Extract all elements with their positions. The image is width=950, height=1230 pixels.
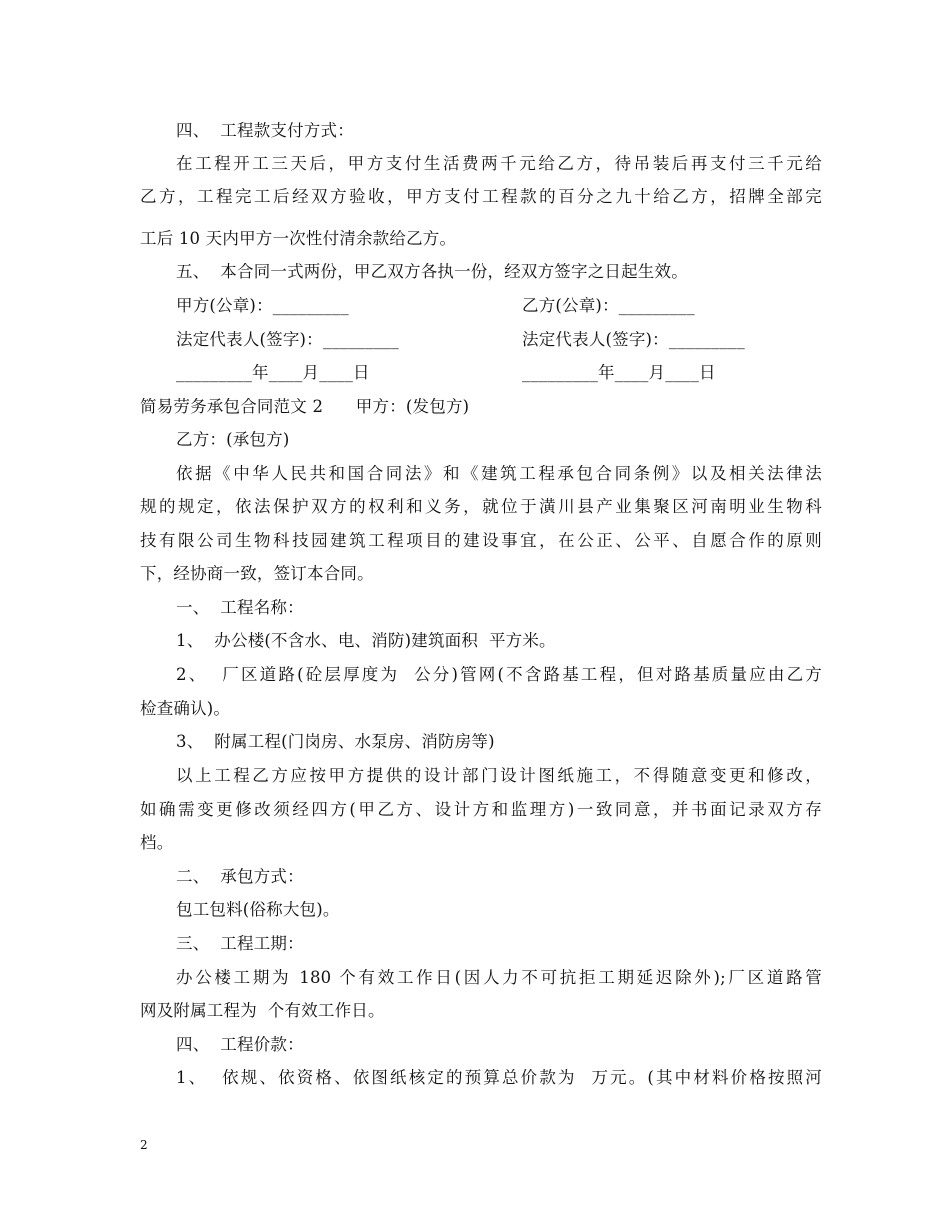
paragraph-line: 网及附属工程为 个有效工作日。 <box>140 1001 385 1020</box>
section-heading: 四、 工程价款： <box>176 1035 304 1054</box>
section-heading: 一、 工程名称： <box>176 598 304 617</box>
paragraph-line: 在工程开工三天后，甲方支付生活费两千元给乙方，待吊装后再支付三千元给 <box>176 154 822 173</box>
list-item: 1、 办公楼(不含水、电、消防)建筑面积 平方米。 <box>176 631 556 650</box>
list-item: 3、 附属工程(门岗房、水泵房、消防房等) <box>176 732 495 751</box>
page-number: 2 <box>140 1138 148 1152</box>
paragraph-line: 包工包料(俗称大包)。 <box>176 900 340 919</box>
paragraph-line: 如确需变更修改须经四方(甲乙方、设计方和监理方)一致同意，并书面记录双方存 <box>140 800 822 819</box>
paragraph-line: 依据《中华人民共和国合同法》和《建筑工程承包合同条例》以及相关法律法 <box>176 464 822 483</box>
paragraph-line: 五、 本合同一式两份，甲乙双方各执一份，经双方签字之日起生效。 <box>176 262 688 281</box>
list-item: 1、 依规、依资格、依图纸核定的预算总价款为 万元。(其中材料价格按照河 <box>176 1068 822 1087</box>
list-item: 2、 厂区道路(砼层厚度为 公分)管网(不含路基工程，但对路基质量应由乙方 <box>176 665 822 684</box>
party-b-seal-field: 乙方(公章)：_________ <box>522 296 695 315</box>
party-a-date-field: _________年____月____日 <box>176 363 370 382</box>
paragraph-line: 下，经协商一致，签订本合同。 <box>140 564 374 583</box>
party-b-date-field: _________年____月____日 <box>522 363 716 382</box>
section-heading: 三、 工程工期： <box>176 934 304 953</box>
paragraph-line: 办公楼工期为 180 个有效工作日(因人力不可抗拒工期延迟除外);厂区道路管 <box>176 968 822 987</box>
party-a-seal-field: 甲方(公章)：_________ <box>176 296 349 315</box>
party-b-line: 乙方：(承包方) <box>176 430 290 449</box>
paragraph-line: 乙方，工程完工后经双方验收，甲方支付工程款的百分之九十给乙方，招牌全部完 <box>140 187 822 206</box>
paragraph-line: 以上工程乙方应按甲方提供的设计部门设计图纸施工，不得随意变更和修改， <box>176 766 822 785</box>
document-title-line: 简易劳务承包合同范文 2 甲方：(发包方) <box>140 397 470 416</box>
paragraph-line: 技有限公司生物科技园建筑工程项目的建设事宜，在公正、公平、自愿合作的原则 <box>140 531 822 550</box>
paragraph-line: 档。 <box>140 833 174 852</box>
paragraph-line: 规的规定，依法保护双方的权利和义务，就位于潢川县产业集聚区河南明业生物科 <box>140 497 822 516</box>
paragraph-line: 工后 10 天内甲方一次性付清余款给乙方。 <box>140 229 457 248</box>
section-heading: 二、 承包方式： <box>176 867 304 886</box>
party-b-representative-field: 法定代表人(签字)：_________ <box>522 330 745 349</box>
list-item-continuation: 检查确认)。 <box>140 699 231 718</box>
section-heading: 四、 工程款支付方式： <box>176 121 354 140</box>
party-a-representative-field: 法定代表人(签字)：_________ <box>176 330 399 349</box>
